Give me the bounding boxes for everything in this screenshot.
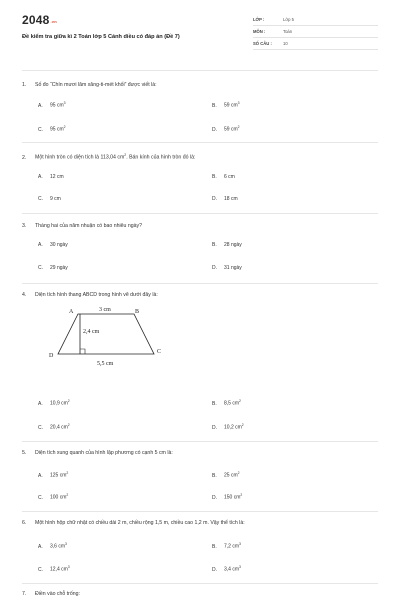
vertex-d-label: D bbox=[49, 353, 54, 359]
option-letter: A. bbox=[38, 400, 43, 407]
divider bbox=[22, 283, 378, 284]
page-title: Đề kiểm tra giữa kì 2 Toán lớp 5 Cánh diều có đáp án (Đề 7) bbox=[22, 34, 180, 40]
bottom-base-label: 5,5 cm bbox=[97, 361, 114, 367]
question-text: Diện tích xung quanh của hình lập phương có cạnh 5 cm là: bbox=[35, 450, 173, 456]
option-letter: C. bbox=[38, 494, 43, 501]
meta-row-subject bbox=[253, 26, 378, 38]
option-c[interactable] bbox=[38, 493, 68, 501]
option-text: 29 ngày bbox=[50, 265, 68, 271]
meta-value: Lớp 5 bbox=[283, 17, 294, 22]
option-sup: 2 bbox=[237, 471, 240, 475]
option-b[interactable] bbox=[212, 399, 241, 407]
question-text: Số đo “Chín mươi lăm xăng-ti-mét khối” được viết là: bbox=[35, 82, 157, 88]
vertex-a-label: A bbox=[69, 309, 74, 315]
option-letter: D. bbox=[212, 196, 217, 202]
option-text: 31 ngày bbox=[224, 265, 242, 271]
question-text: Diện tích hình thang ABCD trong hình vẽ dưới đây là: bbox=[35, 292, 158, 298]
option-sup: 3 bbox=[63, 101, 66, 105]
option-letter: B. bbox=[212, 472, 217, 479]
option-text: 95 cm bbox=[50, 126, 64, 133]
option-a[interactable] bbox=[38, 174, 64, 180]
meta-value: 10 bbox=[283, 41, 288, 46]
option-sup: 2 bbox=[67, 423, 70, 427]
option-sup: 2 bbox=[66, 493, 69, 497]
question-3 bbox=[22, 223, 142, 229]
exam-meta-table bbox=[253, 14, 378, 50]
meta-key: SỐ CÂU : bbox=[253, 41, 272, 46]
question-number: 4. bbox=[22, 292, 27, 298]
option-letter: A. bbox=[38, 472, 43, 479]
option-text: 12 cm bbox=[50, 174, 64, 180]
option-letter: B. bbox=[212, 174, 217, 180]
logo-suffix: .vn bbox=[50, 19, 57, 24]
question-text-after: . Bán kính của hình tròn đó là: bbox=[126, 154, 196, 161]
option-sup: 3 bbox=[67, 565, 70, 569]
option-a[interactable] bbox=[38, 242, 68, 248]
option-c[interactable] bbox=[38, 423, 70, 431]
trapezoid-shape bbox=[58, 314, 154, 354]
option-a[interactable] bbox=[38, 471, 68, 479]
option-text: 95 cm bbox=[50, 102, 64, 109]
option-b[interactable] bbox=[212, 471, 240, 479]
option-text: 12,4 cm bbox=[50, 566, 68, 573]
option-text: 10,9 cm bbox=[50, 400, 68, 407]
trapezoid-svg bbox=[46, 302, 176, 374]
option-sup: 2 bbox=[239, 399, 241, 403]
option-sup: 2 bbox=[66, 471, 69, 475]
site-logo[interactable] bbox=[22, 13, 57, 27]
option-d[interactable] bbox=[212, 196, 238, 202]
option-text: 8,5 cm bbox=[224, 400, 240, 407]
meta-key: LỚP : bbox=[253, 17, 265, 22]
option-sup: 2 bbox=[63, 125, 66, 129]
option-letter: D. bbox=[212, 566, 217, 573]
option-letter: A. bbox=[38, 543, 43, 550]
option-a[interactable] bbox=[38, 542, 67, 550]
question-text: Một hình hộp chữ nhật có chiều dài 2 m, chiều rộng 1,5 m, chiều cao 1,2 m. Vậy thể tích là: bbox=[35, 520, 245, 526]
option-text: 25 cm bbox=[224, 472, 238, 479]
option-text: 3,4 cm bbox=[224, 566, 240, 573]
logo-main: 2048 bbox=[22, 13, 50, 27]
option-letter: C. bbox=[38, 424, 43, 431]
question-4 bbox=[22, 292, 158, 298]
option-d[interactable] bbox=[212, 125, 240, 133]
question-number: 5. bbox=[22, 450, 27, 456]
option-text: 100 cm bbox=[50, 494, 67, 501]
option-letter: A. bbox=[38, 242, 43, 248]
trapezoid-figure bbox=[46, 302, 176, 379]
option-letter: C. bbox=[38, 196, 43, 202]
option-text: 125 cm bbox=[50, 472, 67, 479]
question-number: 2. bbox=[22, 154, 27, 161]
option-letter: A. bbox=[38, 174, 43, 180]
meta-key: MÔN : bbox=[253, 29, 266, 34]
divider bbox=[22, 441, 378, 442]
option-b[interactable] bbox=[212, 101, 240, 109]
option-text: 6 cm bbox=[224, 174, 235, 180]
question-7 bbox=[22, 591, 80, 597]
option-letter: D. bbox=[212, 494, 217, 501]
option-letter: B. bbox=[212, 400, 217, 407]
option-letter: A. bbox=[38, 102, 43, 109]
top-base-label: 3 cm bbox=[99, 307, 111, 313]
option-text: 28 ngày bbox=[224, 242, 242, 248]
option-d[interactable] bbox=[212, 565, 241, 573]
vertex-c-label: C bbox=[157, 349, 162, 355]
option-text: 18 cm bbox=[224, 196, 238, 202]
option-sup: 3 bbox=[239, 542, 241, 546]
meta-value: Toán bbox=[283, 29, 293, 34]
option-b[interactable] bbox=[212, 542, 241, 550]
option-text: 20,4 cm bbox=[50, 424, 68, 431]
height-label: 2,4 cm bbox=[83, 329, 100, 335]
option-text: 59 cm bbox=[224, 102, 238, 109]
question-text: Tháng hai của năm nhuận có bao nhiêu ngày? bbox=[35, 223, 143, 229]
option-sup: 3 bbox=[239, 565, 241, 569]
option-a[interactable] bbox=[38, 101, 66, 109]
option-d[interactable] bbox=[212, 423, 244, 431]
option-b[interactable] bbox=[212, 174, 235, 180]
option-text: 9 cm bbox=[50, 196, 61, 202]
option-sup: 2 bbox=[67, 399, 70, 403]
meta-row-count bbox=[253, 38, 378, 50]
option-text: 150 cm bbox=[224, 494, 241, 501]
option-letter: D. bbox=[212, 424, 217, 431]
option-sup: 2 bbox=[241, 423, 244, 427]
option-letter: C. bbox=[38, 566, 43, 573]
divider bbox=[22, 70, 378, 71]
meta-row-class bbox=[253, 14, 378, 26]
option-b[interactable] bbox=[212, 242, 242, 248]
right-angle-mark bbox=[80, 349, 85, 354]
option-letter: C. bbox=[38, 126, 43, 133]
option-text: 59 cm bbox=[224, 126, 238, 133]
option-d[interactable] bbox=[212, 265, 242, 271]
option-text: 7,2 cm bbox=[224, 543, 240, 550]
vertex-b-label: B bbox=[135, 309, 140, 315]
question-5 bbox=[22, 450, 173, 456]
option-letter: D. bbox=[212, 265, 217, 271]
option-c[interactable] bbox=[38, 196, 61, 202]
option-c[interactable] bbox=[38, 565, 70, 573]
option-letter: B. bbox=[212, 543, 217, 550]
divider bbox=[22, 213, 378, 214]
question-number: 6. bbox=[22, 520, 27, 526]
option-letter: B. bbox=[212, 242, 217, 248]
option-c[interactable] bbox=[38, 265, 68, 271]
question-number: 7. bbox=[22, 591, 27, 597]
option-letter: B. bbox=[212, 102, 217, 109]
question-number: 3. bbox=[22, 223, 27, 229]
option-sup: 3 bbox=[237, 101, 240, 105]
option-letter: D. bbox=[212, 126, 217, 133]
option-sup: 2 bbox=[237, 125, 240, 129]
option-text: 3,6 cm bbox=[50, 543, 66, 550]
option-text: 30 ngày bbox=[50, 242, 68, 248]
option-c[interactable] bbox=[38, 125, 66, 133]
question-1 bbox=[22, 82, 157, 88]
divider bbox=[22, 142, 378, 143]
question-text: Điền vào chỗ trống: bbox=[35, 591, 80, 597]
question-6 bbox=[22, 520, 245, 526]
option-sup: 2 bbox=[240, 493, 243, 497]
option-letter: C. bbox=[38, 265, 43, 271]
question-sup: 2 bbox=[124, 153, 127, 157]
question-number: 1. bbox=[22, 82, 27, 88]
divider bbox=[22, 511, 378, 512]
option-text: 10,2 cm bbox=[224, 424, 242, 431]
option-a[interactable] bbox=[38, 399, 70, 407]
question-2 bbox=[22, 153, 195, 161]
question-text: Một hình tròn có diện tích là 113,04 cm bbox=[35, 154, 125, 161]
divider bbox=[22, 583, 378, 584]
option-sup: 3 bbox=[65, 542, 67, 546]
option-d[interactable] bbox=[212, 493, 242, 501]
